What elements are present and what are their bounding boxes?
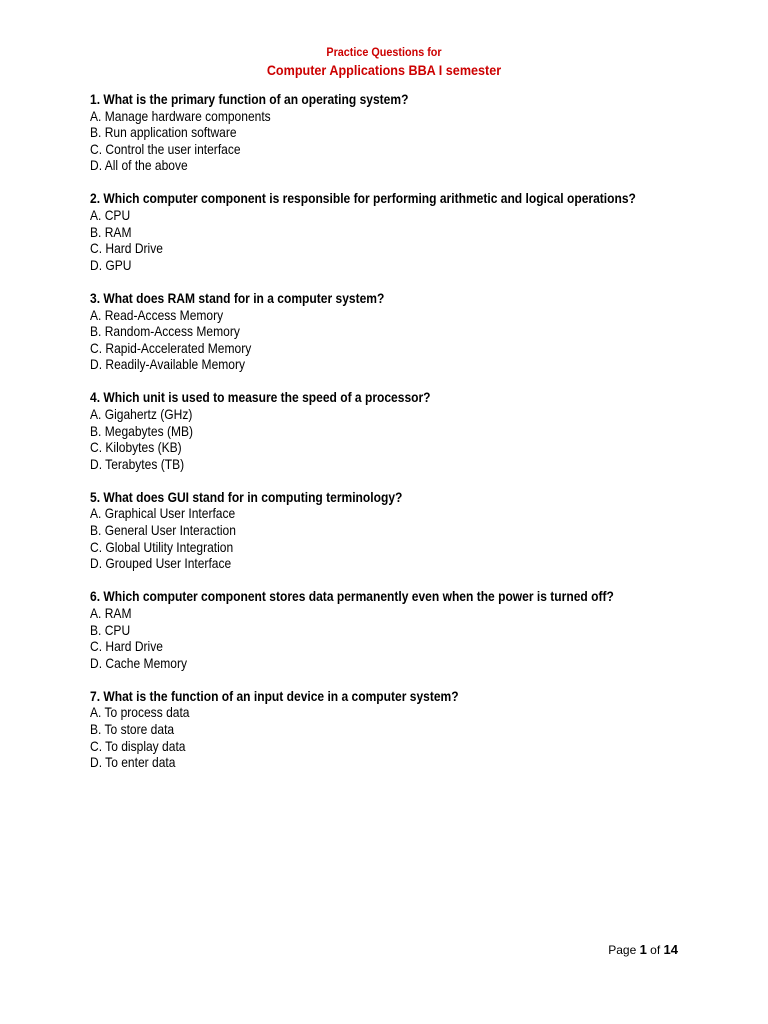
option-a: A. Read-Access Memory xyxy=(90,306,224,323)
question-list xyxy=(90,91,710,787)
question-1 xyxy=(90,91,710,174)
question-3 xyxy=(90,290,710,373)
option-d: D. Terabytes (TB) xyxy=(90,455,185,472)
option-a: A. Graphical User Interface xyxy=(90,505,236,522)
option-a: A. To process data xyxy=(90,704,190,721)
total-pages-number: 14 xyxy=(663,942,678,957)
option-a: A. Gigahertz (GHz) xyxy=(90,406,193,422)
option-c: C. Global Utility Integration xyxy=(90,538,234,555)
option-d: D. To enter data xyxy=(90,754,176,771)
question-4 xyxy=(90,389,710,472)
option-c: C. Rapid-Accelerated Memory xyxy=(90,339,252,356)
option-c: C. Control the user interface xyxy=(90,140,241,157)
header-subtitle: Practice Questions for xyxy=(326,45,442,59)
question-5 xyxy=(90,489,710,572)
option-c: C. Kilobytes (KB) xyxy=(90,439,182,456)
option-b: B. General User Interaction xyxy=(90,522,236,539)
question-text: 1. What is the primary function of an operating system? xyxy=(90,91,409,107)
page-label: Page xyxy=(608,943,637,957)
question-7 xyxy=(90,688,710,771)
of-label: of xyxy=(650,943,661,957)
option-b: B. RAM xyxy=(90,223,132,240)
option-a: A. Manage hardware components xyxy=(90,107,271,124)
option-d: D. All of the above xyxy=(90,157,188,174)
option-a: A. CPU xyxy=(90,207,131,224)
option-c: C. Hard Drive xyxy=(90,638,163,655)
option-b: B. CPU xyxy=(90,621,131,638)
option-a: A. RAM xyxy=(90,604,132,621)
option-d: D. Grouped User Interface xyxy=(90,555,232,572)
option-c: C. To display data xyxy=(90,737,186,754)
question-text: 7. What is the function of an input device in a computer system? xyxy=(90,687,459,704)
document-header xyxy=(0,44,768,79)
option-d: D. Cache Memory xyxy=(90,654,188,671)
option-c: C. Hard Drive xyxy=(90,240,163,257)
question-text: 3. What does RAM stand for in a computer system? xyxy=(90,289,385,306)
current-page-number: 1 xyxy=(639,942,647,957)
question-6 xyxy=(90,588,710,671)
page-number-footer xyxy=(608,942,678,957)
option-d: D. Readily-Available Memory xyxy=(90,356,246,373)
option-d: D. GPU xyxy=(90,256,132,273)
question-text: 5. What does GUI stand for in computing terminology? xyxy=(90,488,403,505)
option-b: B. Random-Access Memory xyxy=(90,323,240,340)
header-title: Computer Applications BBA I semester xyxy=(266,62,502,78)
question-text: 6. Which computer component stores data permanently even when the power is turned off? xyxy=(90,588,614,605)
question-text: 4. Which unit is used to measure the speed of a processor? xyxy=(90,389,431,406)
question-text: 2. Which computer component is responsible for performing arithmetic and logical operations? xyxy=(90,190,636,207)
option-b: B. Megabytes (MB) xyxy=(90,422,194,439)
question-2 xyxy=(90,190,710,273)
option-b: B. Run application software xyxy=(90,124,237,141)
option-b: B. To store data xyxy=(90,721,175,737)
